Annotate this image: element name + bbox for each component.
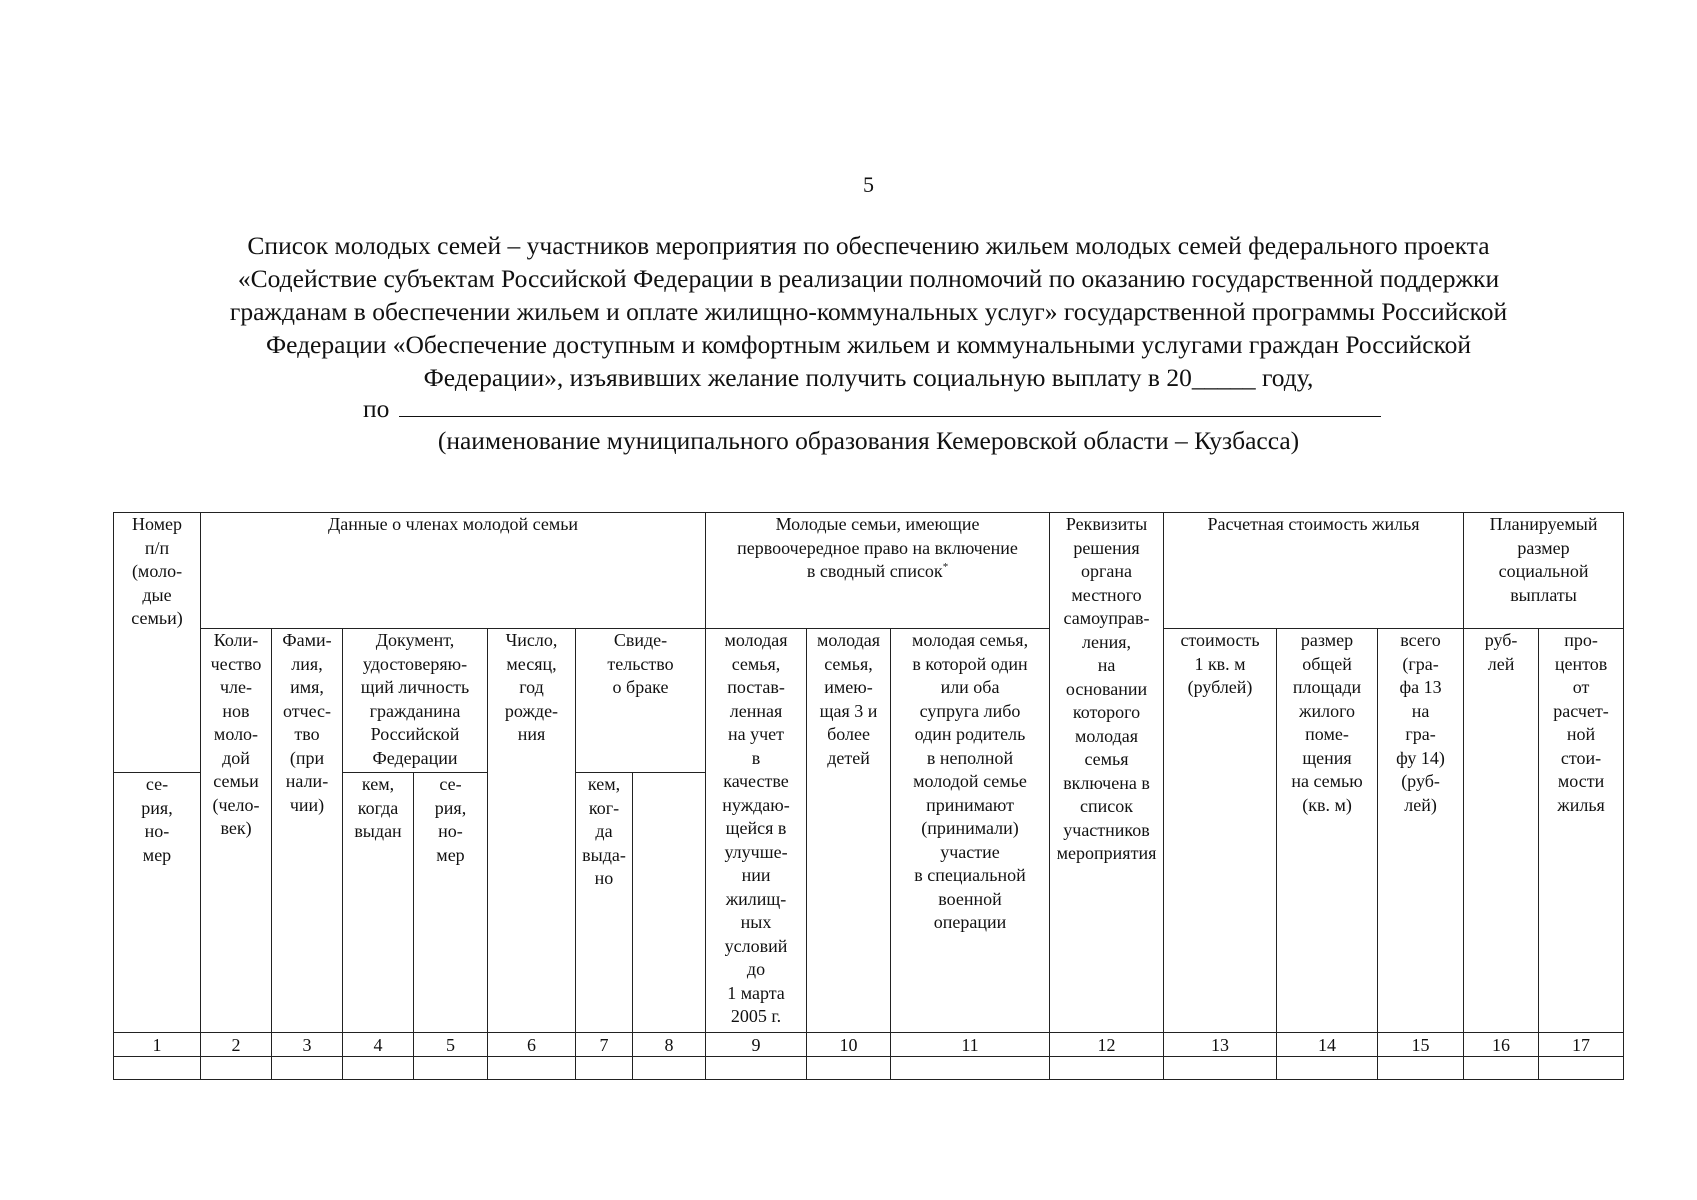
header-identity-document: Документ, удостоверяю- щий личность гражданина Российской Федерации [343, 629, 488, 773]
table-cell[interactable] [1277, 1057, 1378, 1080]
title-line: Федерации «Обеспечение доступным и комфортным жильем и коммунальными услугами граждан Российской [265, 330, 1472, 359]
table-cell[interactable] [891, 1057, 1050, 1080]
column-number: 14 [1277, 1033, 1378, 1057]
header-priority-registered: молодая семья, постав- ленная на учет в качестве нуждаю- щейся в улучше- нии жилищ- ных условий до 1 марта 2005 г. [706, 629, 807, 1033]
title-line: Федерации», изъявивших желание получить социальную выплату в 20_____ году, [423, 363, 1314, 392]
header-cost-per-sqm: стоимость 1 кв. м (рублей) [1164, 629, 1277, 1033]
header-priority-military: молодая семья, в которой один или оба супруга либо один родитель в неполной молодой семье принимают (принимали) участие в специальной военной операции [891, 629, 1050, 1033]
header-members-count: Коли- чество чле- нов моло- дой семьи (чело- век) [201, 629, 272, 1033]
table-cell[interactable] [414, 1057, 488, 1080]
header-doc-issued: кем, когда выдан [343, 773, 414, 1033]
table-cell[interactable] [576, 1057, 633, 1080]
column-number: 1 [114, 1033, 201, 1057]
footnote-mark: * [942, 561, 949, 573]
document-title [0, 229, 1697, 394]
column-number: 5 [414, 1033, 488, 1057]
header-priority: Молодые семьи, имеющие первоочередное право на включение в сводный список* [706, 513, 1050, 629]
header-requisites: Реквизиты решения органа местного самоуправ- ления, на основании которого молодая семья включена в список участников мероприятия [1050, 513, 1164, 1033]
column-number: 7 [576, 1033, 633, 1057]
table-cell[interactable] [488, 1057, 576, 1080]
table-row [114, 1057, 1624, 1080]
column-number: 9 [706, 1033, 807, 1057]
header-priority-large-family: молодая семья, имею- щая 3 и более детей [807, 629, 891, 1033]
title-line: «Содействие субъектам Российской Федерации в реализации полномочий по оказанию государственной поддержки [237, 264, 1500, 293]
header-family-data: Данные о членах молодой семьи [201, 513, 706, 629]
header-area: размер общей площади жилого поме- щения на семью (кв. м) [1277, 629, 1378, 1033]
municipality-line [363, 394, 1381, 424]
column-number: 4 [343, 1033, 414, 1057]
table-cell[interactable] [272, 1057, 343, 1080]
header-full-name: Фами- лия, имя, отчес- тво (при нали- чии) [272, 629, 343, 1033]
table-cell[interactable] [1164, 1057, 1277, 1080]
header-payment-percent: про- центов от расчет- ной стои- мости жилья [1539, 629, 1624, 1033]
title-line: Список молодых семей – участников мероприятия по обеспечению жильем молодых семей федерального проекта [247, 231, 1490, 260]
header-marriage-series: се- рия, но- мер [414, 773, 488, 1033]
column-number: 11 [891, 1033, 1050, 1057]
header-marriage-issued: кем, ког- да выда- но [576, 773, 633, 1033]
header-cost: Расчетная стоимость жилья [1164, 513, 1464, 629]
header-number: Номер п/п (моло- дые семьи) [114, 513, 201, 773]
column-number: 10 [807, 1033, 891, 1057]
column-number: 13 [1164, 1033, 1277, 1057]
header-planned-payment: Планируемый размер социальной выплаты [1464, 513, 1624, 629]
header-marriage-certificate: Свиде- тельство о браке [576, 629, 706, 773]
column-number: 6 [488, 1033, 576, 1057]
by-prefix: по [363, 394, 390, 423]
table-cell[interactable] [343, 1057, 414, 1080]
municipality-blank-field[interactable] [399, 394, 1381, 417]
header-payment-rubles: руб- лей [1464, 629, 1539, 1033]
column-number: 17 [1539, 1033, 1624, 1057]
table-cell[interactable] [1464, 1057, 1539, 1080]
table-cell[interactable] [1539, 1057, 1624, 1080]
column-numbers-row [114, 1033, 1624, 1057]
column-number: 12 [1050, 1033, 1164, 1057]
column-number: 3 [272, 1033, 343, 1057]
table-cell[interactable] [807, 1057, 891, 1080]
column-number: 2 [201, 1033, 272, 1057]
title-line: гражданам в обеспечении жильем и оплате жилищно-коммунальных услуг» государственной программы Российской [229, 297, 1508, 326]
table-cell[interactable] [633, 1057, 706, 1080]
table-cell[interactable] [201, 1057, 272, 1080]
table-cell[interactable] [114, 1057, 201, 1080]
table-cell[interactable] [1378, 1057, 1464, 1080]
families-table [113, 512, 1624, 1080]
table-cell[interactable] [1050, 1057, 1164, 1080]
header-cost-total: всего (гра- фа 13 на гра- фу 14) (руб- лей) [1378, 629, 1464, 1033]
table-cell[interactable] [706, 1057, 807, 1080]
municipality-caption: (наименование муниципального образования Кемеровской области – Кузбасса) [437, 426, 1300, 455]
column-number: 8 [633, 1033, 706, 1057]
header-birth-date: Число, месяц, год рожде- ния [488, 629, 576, 1033]
header-doc-series: се- рия, но- мер [114, 773, 201, 1033]
column-number: 16 [1464, 1033, 1539, 1057]
column-number: 15 [1378, 1033, 1464, 1057]
page-number: 5 [863, 172, 874, 197]
